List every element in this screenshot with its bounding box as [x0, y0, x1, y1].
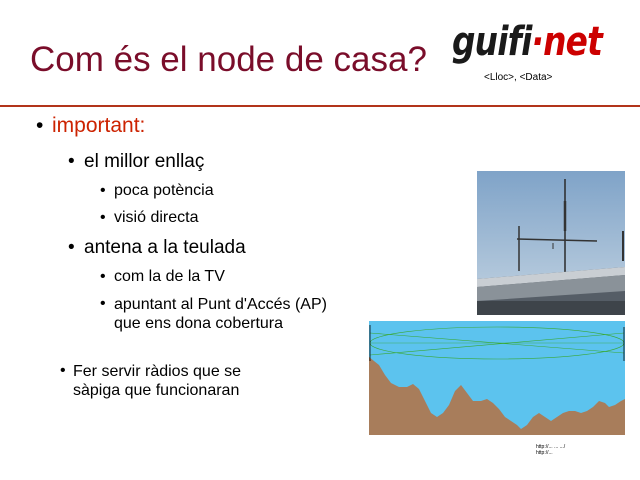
title-divider: [0, 105, 640, 107]
location-date-subtitle: <Lloc>, <Data>: [484, 72, 553, 83]
guifi-net-logo: [452, 18, 602, 66]
bullet-line-of-sight: [100, 209, 198, 227]
bullet-roof-antenna: [68, 237, 246, 259]
bullet-like-tv: [100, 268, 225, 286]
bullet-dot: •: [68, 237, 75, 258]
bullet-low-power: [100, 182, 214, 200]
bullet-use-radios: [60, 362, 283, 400]
bullet-dot: •: [100, 295, 106, 312]
bullet-text: el millor enllaç: [84, 151, 205, 172]
rooftop-antenna-photo: [477, 171, 625, 315]
bullet-text: poca potència: [114, 182, 214, 199]
bullet-dot: •: [68, 151, 75, 172]
bullet-dot: •: [100, 268, 106, 285]
caption-line-1: http://... ... .../: [536, 444, 566, 450]
bullet-dot: •: [100, 209, 106, 226]
logo-text-net: net: [543, 19, 602, 65]
bullet-dot: •: [36, 114, 44, 137]
bullet-text: com la de la TV: [114, 268, 225, 285]
bullet-dot: •: [60, 362, 66, 379]
bullet-text: apuntant al Punt d'Accés (AP) que ens dona cobertura: [114, 296, 327, 332]
image-source-caption: [536, 444, 565, 456]
bullet-best-link: [68, 151, 204, 173]
bullet-pointing-ap: [100, 295, 344, 333]
logo-text-guifi: guifi: [452, 19, 532, 65]
terrain-fresnel-zone-diagram: [369, 321, 625, 435]
logo-separator: ·: [531, 19, 544, 65]
caption-line-2: http://...: [536, 450, 553, 456]
bullet-text: Fer servir ràdios que se sàpiga que funcionaran: [73, 363, 242, 399]
bullet-text: important:: [52, 114, 146, 137]
bullet-text: antena a la teulada: [84, 237, 246, 258]
slide-title: Com és el node de casa?: [30, 40, 427, 79]
bullet-important: [36, 114, 145, 138]
bullet-text: visió directa: [114, 209, 199, 226]
bullet-dot: •: [100, 182, 106, 199]
